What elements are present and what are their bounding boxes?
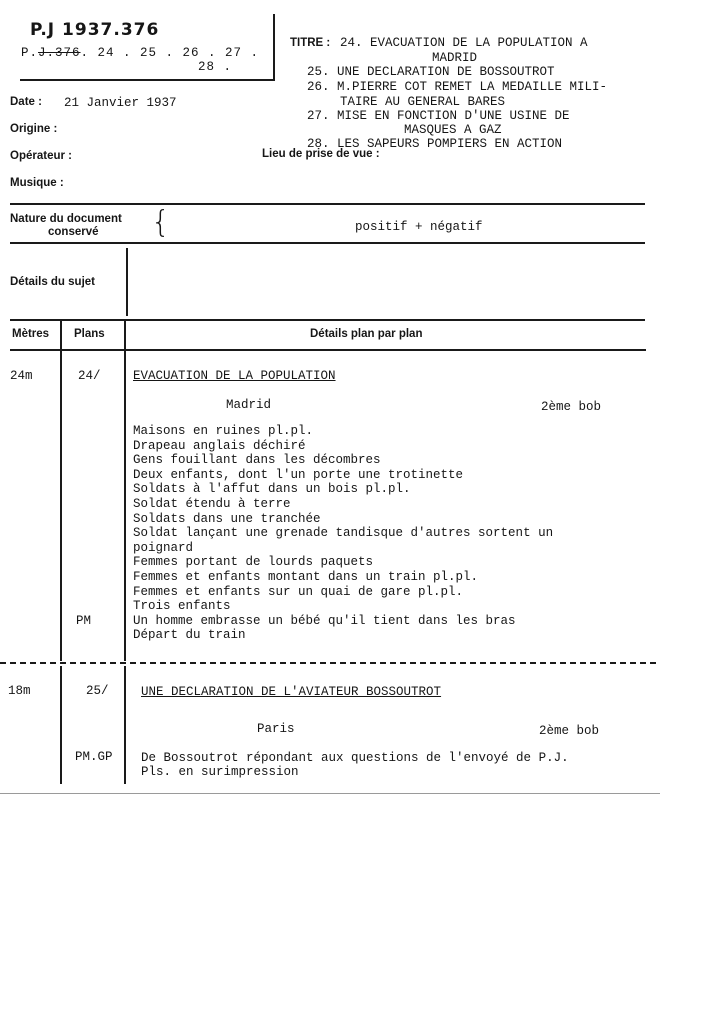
shot-line: Soldat étendu à terre	[133, 496, 291, 511]
entry-25-plan: 25/	[86, 684, 109, 698]
nature-value: positif + négatif	[355, 220, 483, 234]
entry-25-line-1: De Bossoutrot répondant aux questions de l'envoyé de P.J.	[141, 751, 569, 765]
entry-24-pm-marker: PM	[76, 614, 92, 628]
col-details-header: Détails plan par plan	[310, 328, 423, 340]
divider-table-header	[10, 349, 646, 351]
shot-line: Un homme embrasse un bébé qu'il tient dans les bras	[133, 613, 516, 628]
nature-label-1: Nature du document	[10, 213, 122, 225]
shot-line: Femmes et enfants montant dans un train pl.pl.	[133, 569, 479, 584]
shot-line: Soldat lançant une grenade tandisque d'autres sortent un	[133, 526, 554, 541]
shot-line: Maisons en ruines pl.pl.	[133, 424, 314, 438]
shot-line: Femmes et enfants sur un quai de gare pl.pl.	[133, 584, 464, 599]
col-line-1-upper	[60, 321, 62, 661]
title-line-7: MASQUES A GAZ	[404, 123, 502, 137]
titre-label: TITRE :	[290, 37, 331, 49]
shot-line: poignard	[133, 540, 194, 555]
shot-line: Femmes portant de lourds paquets	[133, 555, 374, 570]
col-line-1-lower	[60, 666, 62, 784]
entry-25-place: Paris	[257, 722, 295, 736]
entry-separator	[0, 662, 656, 664]
entry-25-metres: 18m	[8, 684, 31, 698]
title-line-3: 25. UNE DECLARATION DE BOSSOUTROT	[307, 65, 555, 79]
title-line-5: TAIRE AU GENERAL BARES	[340, 95, 506, 109]
entry-24-plan: 24/	[78, 369, 101, 383]
title-line-8: 28. LES SAPEURS POMPIERS EN ACTION	[307, 137, 563, 151]
title-line-6: 27. MISE EN FONCTION D'UNE USINE DE	[307, 109, 570, 123]
operateur-label: Opérateur :	[10, 150, 72, 162]
ref-prefix: P.	[21, 46, 39, 60]
title-line-4: 26. M.PIERRE COT REMET LA MEDAILLE MILI-	[307, 80, 608, 94]
col-metres-header: Mètres	[12, 328, 50, 340]
entry-24-shot-list	[133, 424, 553, 643]
nature-label-2: conservé	[48, 226, 99, 238]
entry-24-title: EVACUATION DE LA POPULATION	[133, 369, 336, 383]
lieu-label: Lieu de prise de vue :	[262, 148, 380, 160]
divider-nature-bottom	[10, 242, 645, 244]
divider-bottom	[0, 793, 660, 794]
nature-brace: {	[151, 205, 171, 240]
reference-numbers	[21, 46, 259, 60]
entry-25-plan-code: PM.GP	[75, 750, 113, 764]
ref-box-bottom-border	[20, 79, 275, 81]
shot-line: Gens fouillant dans les décombres	[133, 453, 381, 468]
title-line-2: MADRID	[432, 51, 478, 65]
col-plans-header: Plans	[74, 328, 105, 340]
details-label: Détails du sujet	[10, 276, 95, 288]
musique-label: Musique :	[10, 177, 64, 189]
shot-line: Départ du train	[133, 628, 246, 643]
shot-line: Drapeau anglais déchiré	[133, 438, 306, 453]
archive-code: P.J 1937.376	[30, 20, 160, 40]
ref-struck: J.376	[38, 46, 81, 60]
shot-line: Deux enfants, dont l'un porte une trotinette	[133, 467, 464, 482]
col-line-2-lower	[124, 666, 126, 784]
ref-numbers: . 24 . 25 . 26 . 27 .	[80, 46, 260, 60]
divider-details-bottom	[10, 319, 645, 321]
shot-line: Soldats dans une tranchée	[133, 511, 321, 526]
origine-label: Origine :	[10, 123, 58, 135]
entry-24-metres: 24m	[10, 369, 33, 383]
entry-24-place: Madrid	[226, 398, 272, 412]
date-value: 21 Janvier 1937	[64, 96, 177, 110]
date-label: Date :	[10, 96, 42, 108]
details-brace-line	[126, 248, 128, 316]
divider-nature-top	[10, 203, 645, 205]
entry-24-bob: 2ème bob	[541, 400, 602, 414]
reference-numbers-2: 28 .	[198, 60, 233, 74]
ref-box-right-border	[273, 14, 275, 80]
title-line-1: 24. EVACUATION DE LA POPULATION A	[340, 36, 588, 50]
entry-25-line-2: Pls. en surimpression	[141, 765, 299, 779]
shot-line: Soldats à l'affut dans un bois pl.pl.	[133, 482, 411, 497]
entry-25-title: UNE DECLARATION DE L'AVIATEUR BOSSOUTROT	[141, 685, 442, 699]
entry-25-bob: 2ème bob	[539, 724, 600, 738]
col-line-2-upper	[124, 321, 126, 661]
shot-line: Trois enfants	[133, 599, 231, 614]
